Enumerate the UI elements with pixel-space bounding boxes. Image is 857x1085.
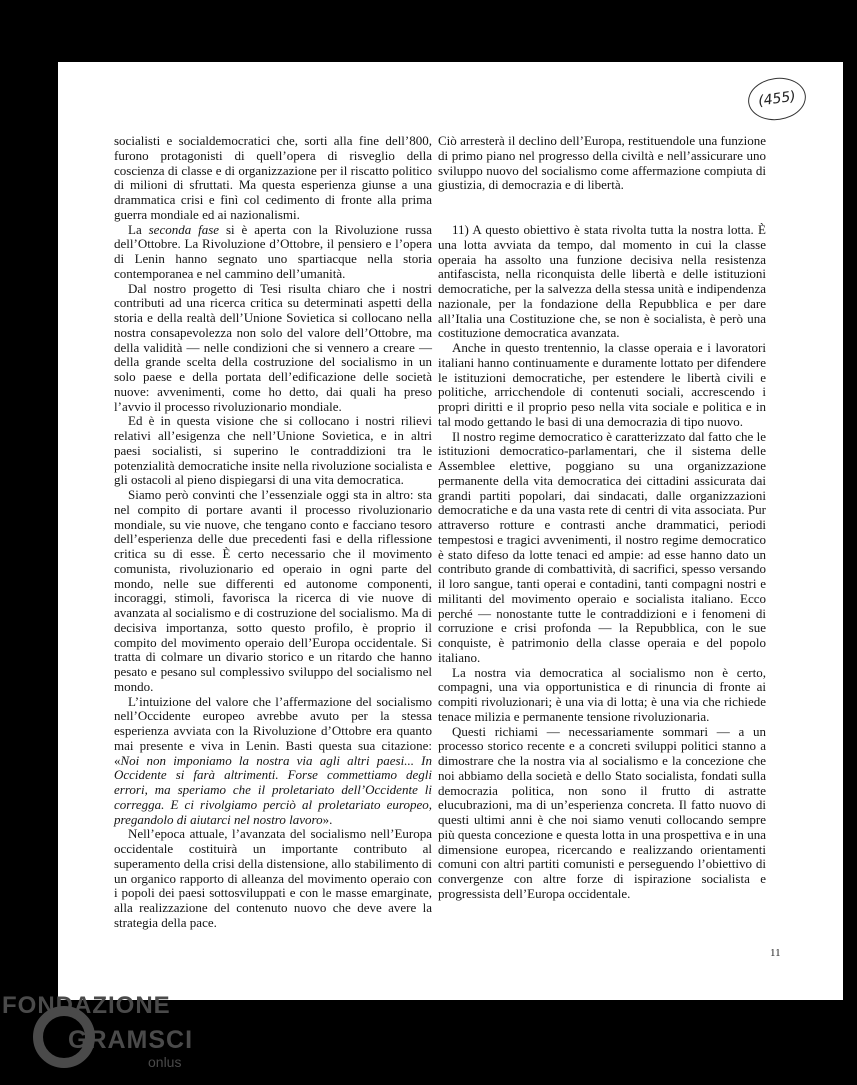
paragraph: Ciò arresterà il declino dell’Europa, restituendole una funzione di primo piano nel progresso della civiltà e nell’assicurare uno sviluppo nuovo del socialismo come affermazione compiuta di giustizia, di democrazia e di libertà. [438,133,766,193]
handwritten-annotation: (455) [745,74,808,124]
paragraph: Ed è in questa visione che si collocano i nostri rilievi relativi all’esigenza che nell’Unione Sovietica, e in altri paesi socialisti, si superino le contraddizioni tra le potenzialità democratiche insite nella rivoluzione socialista e gli ostacoli al pieno dispiegarsi di una vita democratica. [114,413,432,488]
paragraph: La seconda fase si è aperta con la Rivoluzione russa dell’Ottobre. La Rivoluzione d’Ottobre, il pensiero e l’opera di Lenin hanno segnato uno spartiacque nella storia contemporanea e nel cammino dell’umanità. [114,221,433,281]
page-number: 11 [770,947,781,959]
paragraph: Siamo però convinti che l’essenziale oggi sta in altro: sta nel compito di portare avanti il processo rivoluzionario mondiale, su vie nuove, che tengano conto e facciano tesoro dell’esperienza delle due precedenti fasi e della riflessione critica su di esse. È certo necessario che il movimento comunista, rivoluzionario ed operaio in ogni parte del mondo, nelle sue differenti ed autonome componenti, incoraggi, stimoli, favorisca la ricerca di vie nuove di avanzata al socialismo e di costruzione del socialismo. Ma di decisiva importanza, sotto questo profilo, è proprio il compito del movimento operaio dell’Europa occidentale. Si tratta di colmare un divario storico e un ritardo che hanno pesato e pesano sul complessivo sviluppo del socialismo nel mondo. [114,487,432,694]
logo-line2: GRAMSCI [68,1026,194,1054]
paragraph: socialisti e socialdemocratici che, sorti alla fine dell’800, furono protagonisti di quell’opera di risveglio della coscienza di classe e di organizzazione per il riscatto politico di milioni di sfruttati. Ma questa esperienza giunse a una drammatica crisi e finì col cedimento di fronte alla prima guerra mondiale ed ai nazionalismi. [114,133,432,222]
fondazione-gramsci-logo [0,985,220,1080]
paragraph-section-11: 11) A questo obiettivo è stata rivolta tutta la nostra lotta. È una lotta avviata da tempo, dal momento in cui la classe operaia ha assolto una funzione decisiva nella resistenza antifascista, nella riconquista delle libertà e delle istituzioni democratiche, per la salvezza della stessa unità e indipendenza nazionale, per la fondazione della Repubblica e per dare all’Italia una Costituzione che, se non è socialista, è però una costituzione democratica avanzata. [438,222,766,341]
paragraph: Dal nostro progetto di Tesi risulta chiaro che i nostri contributi ad una ricerca critica su determinati aspetti della storia e della realtà dell’Unione Sovietica si collocano nella nostra consapevolezza non solo del valore dell’Ottobre, ma della validità — nelle condizioni che si vennero a creare — della grande scelta della costruzione del socialismo in un solo paese e della portata dell’edificazione delle società nuove: avvenimenti, come ho detto, dai quali ha preso l’avvio il processo rivoluzionario mondiale. [114,280,432,414]
logo-line3: onlus [148,1054,182,1070]
paragraph: Il nostro regime democratico è caratterizzato dal fatto che le istituzioni democratico-parlamentari, che il sistema delle Assemblee elettive, poggiano su una organizzazione permanente della vita democratica dei cittadini assicurata dai grandi partiti popolari, dai sindacati, dalle organizzazioni democratiche e da una vasta rete di centri di vita associata. Pur attraverso rotture e contrasti anche drammatici, periodi tempestosi e tragici avvenimenti, il nostro regime democratico è stato difeso da lotte tenaci ed ampie: ad esse hanno dato un contributo grande di combattività, di sacrifici, spesso versando il loro sangue, tanti operai e contadini, tanti compagni nostri e militanti del movimento operaio e socialista italiano. Ecco perché — nonostante tutte le contraddizioni e i fenomeni di corruzione e crisi profonda — la Repubblica, con le sue conquiste, è patrimonio della classe operaia e del popolo italiano. [438,428,766,665]
paragraph: La nostra via democratica al socialismo non è certo, compagni, una via opportunistica e di rinuncia di fronte ai compiti rivoluzionari; è una via di lotta; è una via che richiede tenace milizia e permanente tensione rivoluzionaria. [438,664,766,724]
left-column [114,134,432,931]
logo-line1: FONDAZIONE [2,992,171,1019]
document-page [58,62,843,1000]
paragraph: L’intuizione del valore che l’affermazione del socialismo nell’Occidente europeo avrebbe avuto per la stessa esperienza avviata con la Rivoluzione d’Ottobre era quanto mai presente e viva in Lenin. Basti questa sua citazione: «Noi non imponiamo la nostra via agli altri paesi... In Occidente si farà altrimenti. Forse commettiamo degli errori, ma speriamo che il proletariato dell’Occidente li corregga. E ci rivolgiamo perciò al proletariato europeo, pregandolo di aiutarci nel nostro lavoro». [114,693,432,827]
paragraph: Questi richiami — necessariamente sommari — a un processo storico recente e a concreti sviluppi politici stanno a dimostrare che la nostra via al socialismo e la concezione che noi abbiamo della società e dello Stato socialista, fondati sulla democrazia politica, non sono il frutto di astratte elucubrazioni, ma di un’esperienza concreta. Il fatto nuovo di questi ultimi anni è che noi siamo venuti collocando sempre più questa concezione e questa lotta in una prospettiva e in una dimensione europea, ricercando e realizzando orientamenti comuni con altri partiti comunisti e perseguendo l’obiettivo di convergenze con altre forze di ispirazione socialista e progressista dell’Europa occidentale. [438,723,766,901]
paragraph: Nell’epoca attuale, l’avanzata del socialismo nell’Europa occidentale costituirà un importante contributo al superamento della crisi della distensione, allo stabilimento di un organico rapporto di alleanza del movimento operaio con i popoli dei paesi sottosviluppati e con le masse emarginate, alla realizzazione del contenuto nuovo che deve avere la strategia della pace. [114,826,432,930]
paragraph: Anche in questo trentennio, la classe operaia e i lavoratori italiani hanno continuamente e duramente lottato per difendere le istituzioni democratiche, per estendere le libertà civili e politiche, arricchendole di contenuti sociali, accrescendo i propri diritti e il proprio peso nella vita sociale e politica e in tal modo gettando le basi di una democrazia di tipo nuovo. [438,340,766,429]
right-column [438,134,766,902]
